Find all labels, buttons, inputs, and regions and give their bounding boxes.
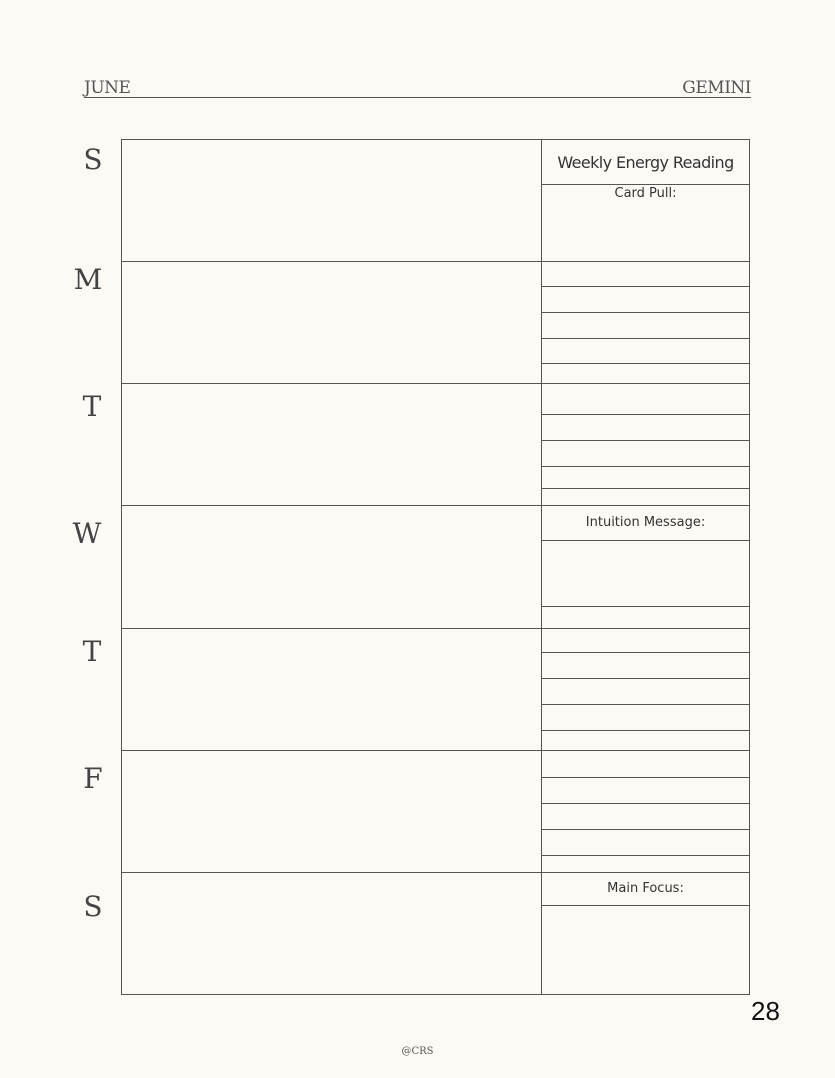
day-row-divider [121, 505, 750, 506]
day-row-divider [121, 872, 750, 873]
header-zodiac-sign: GEMINI [682, 78, 751, 98]
day-row-divider [121, 750, 750, 751]
day-label-thursday: T [82, 635, 102, 668]
day-row-divider [121, 628, 750, 629]
writing-line [541, 855, 750, 856]
day-label-monday: M [73, 263, 103, 296]
writing-line [541, 488, 750, 489]
grid-column-divider [541, 139, 542, 995]
writing-line [541, 777, 750, 778]
writing-line [541, 704, 750, 705]
footer-credit: @CRS [401, 1046, 434, 1057]
card-pull-label: Card Pull: [614, 186, 677, 201]
writing-line [541, 338, 750, 339]
day-label-tuesday: T [82, 390, 102, 423]
day-label-friday: F [83, 762, 103, 795]
weekly-grid [121, 139, 750, 995]
sidebar-divider [541, 905, 750, 906]
writing-line [541, 829, 750, 830]
writing-line [541, 312, 750, 313]
day-label-sunday: S [83, 143, 103, 176]
writing-line [541, 678, 750, 679]
page-number: 28 [751, 996, 780, 1026]
day-label-wednesday: W [72, 517, 102, 550]
header-month: JUNE [84, 78, 131, 98]
day-row-divider [121, 383, 750, 384]
writing-line [541, 803, 750, 804]
weekly-energy-reading-title: Weekly Energy Reading [557, 153, 734, 172]
sidebar-divider [541, 540, 750, 541]
intuition-message-label: Intuition Message: [585, 515, 706, 530]
sidebar-divider [541, 184, 750, 185]
writing-line [541, 652, 750, 653]
writing-line [541, 730, 750, 731]
writing-line [541, 440, 750, 441]
writing-line [541, 606, 750, 607]
writing-line [541, 286, 750, 287]
header-divider [84, 97, 751, 98]
writing-line [541, 363, 750, 364]
day-row-divider [121, 261, 750, 262]
day-label-saturday: S [83, 890, 103, 923]
writing-line [541, 466, 750, 467]
writing-line [541, 414, 750, 415]
main-focus-label: Main Focus: [607, 881, 684, 896]
